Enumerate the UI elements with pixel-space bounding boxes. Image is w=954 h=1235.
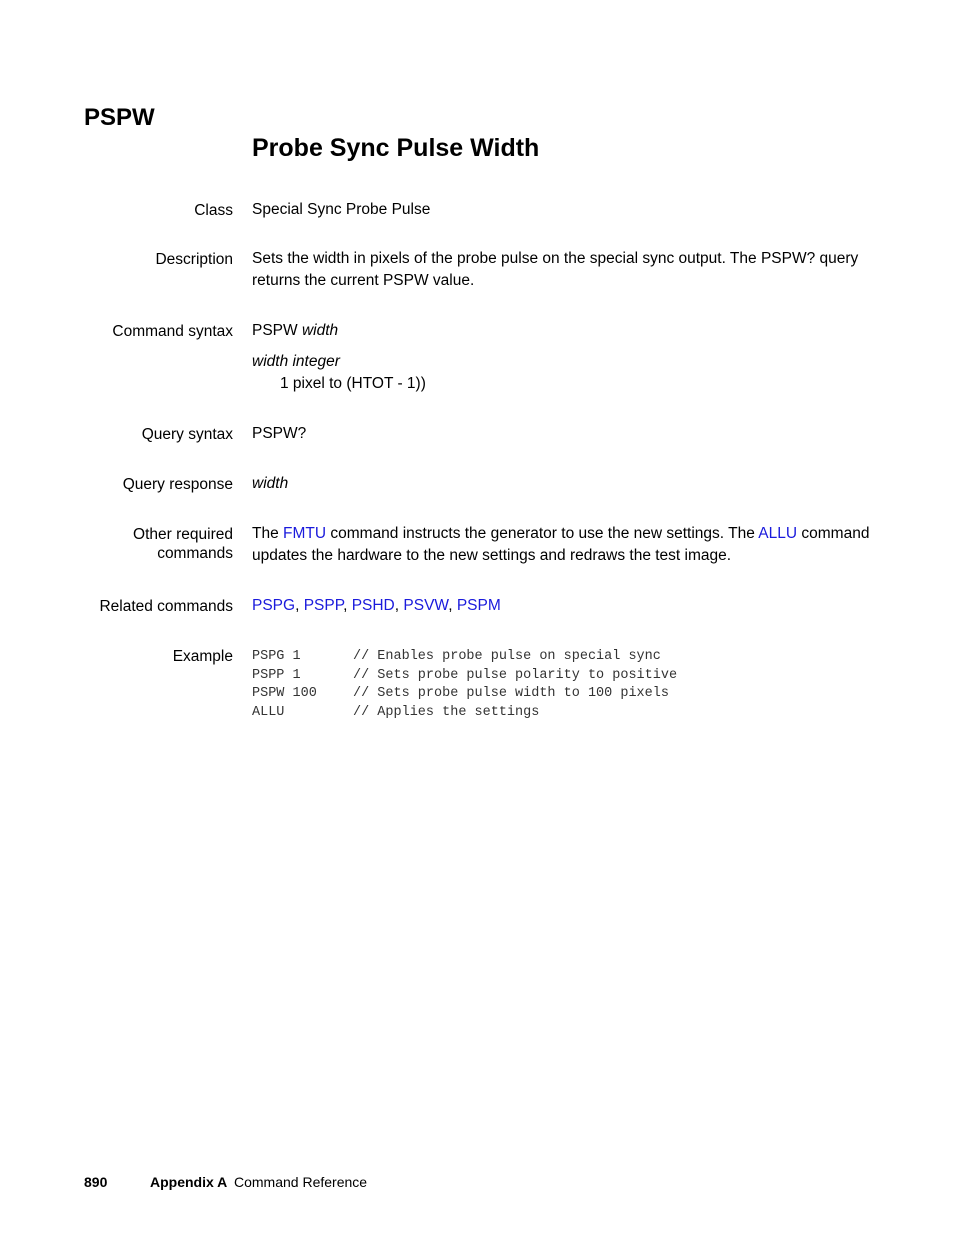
footer-section: Command Reference <box>234 1174 368 1190</box>
related-link-pshd[interactable]: PSHD <box>351 597 395 614</box>
other-required-text <box>252 523 877 567</box>
code-line <box>252 667 677 686</box>
related-separator: , <box>343 597 352 614</box>
command-title: Probe Sync Pulse Width <box>252 134 540 162</box>
syntax-command: PSPW <box>252 322 298 339</box>
related-link-pspm[interactable]: PSPM <box>456 597 501 614</box>
related-separator: , <box>394 597 404 614</box>
syntax-parameter: width <box>301 322 339 339</box>
parameter-range: 1 pixel to (HTOT - 1)) <box>280 375 426 392</box>
command-syntax-label: Command syntax <box>112 323 233 340</box>
code-line <box>252 648 677 667</box>
code-comment: // Sets probe pulse polarity to positive <box>353 667 678 683</box>
code-line <box>252 704 677 723</box>
command-name: PSPW <box>84 104 155 131</box>
fmtu-link[interactable]: FMTU <box>283 525 327 542</box>
query-response-label: Query response <box>122 476 233 493</box>
class-label: Class <box>194 202 233 219</box>
other-required-text-3: command updates the hardware to the new settings and redraws the test image. <box>252 525 870 564</box>
related-separator: , <box>295 597 304 614</box>
query-response-value: width <box>252 475 289 492</box>
related-link-pspp[interactable]: PSPP <box>303 597 344 614</box>
related-commands-list <box>252 595 877 617</box>
other-required-label-line1: Other required <box>133 526 233 543</box>
allu-link[interactable]: ALLU <box>758 525 798 542</box>
class-value: Special Sync Probe Pulse <box>252 201 431 218</box>
description-label: Description <box>155 251 233 268</box>
code-command: PSPP 1 <box>252 667 301 683</box>
parameter-type: width integer <box>252 353 340 370</box>
related-separator: , <box>448 597 457 614</box>
code-command: PSPW 100 <box>252 686 317 702</box>
query-syntax-label: Query syntax <box>141 426 233 443</box>
page-number: 890 <box>84 1174 108 1190</box>
code-line <box>252 685 677 704</box>
other-required-text-2: command instructs the generator to use the new settings. The <box>326 525 759 542</box>
code-command: PSPG 1 <box>252 649 301 664</box>
related-link-pspg[interactable]: PSPG <box>252 597 296 614</box>
command-syntax-value <box>252 320 877 342</box>
related-commands-label: Related commands <box>99 598 233 615</box>
example-label: Example <box>172 648 233 665</box>
code-comment: // Sets probe pulse width to 100 pixels <box>353 686 669 702</box>
other-required-label-line2: commands <box>157 545 233 562</box>
other-required-label <box>133 525 233 563</box>
code-comment: // Enables probe pulse on special sync <box>353 649 661 664</box>
footer-appendix: Appendix A <box>150 1174 228 1190</box>
code-command: ALLU <box>252 705 285 721</box>
related-link-psvw[interactable]: PSVW <box>403 597 449 614</box>
query-syntax-value: PSPW? <box>252 425 307 442</box>
description-text: Sets the width in pixels of the probe pulse on the special sync output. The PSPW? query returns the current PSPW value. <box>252 250 859 289</box>
code-comment: // Applies the settings <box>353 705 540 721</box>
other-required-text-1: The <box>252 525 284 542</box>
example-code-block <box>252 648 677 723</box>
